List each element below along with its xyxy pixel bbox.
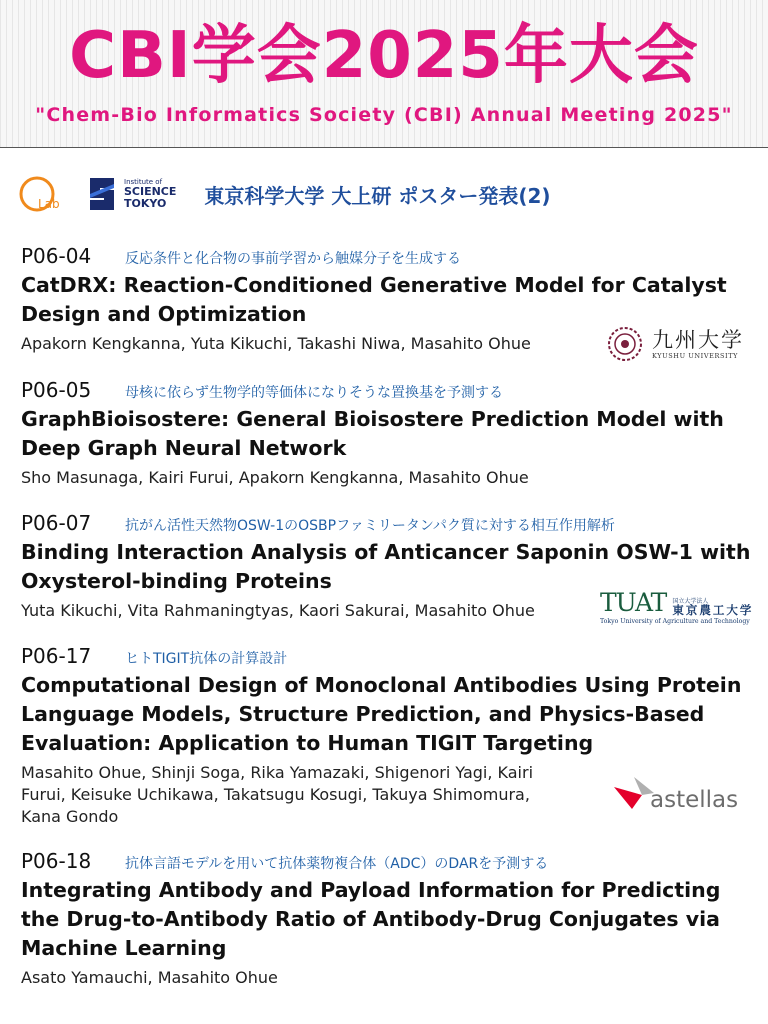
- poster-id: P06-18: [21, 849, 92, 873]
- event-title: CBI学会2025年大会: [69, 19, 699, 93]
- poster-id: P06-05: [21, 378, 92, 402]
- tuat-small-text: 国立大学法人: [672, 597, 709, 605]
- kyushu-name-en: KYUSHU UNIVERSITY: [652, 352, 739, 360]
- poster-title: Integrating Antibody and Payload Information for Predicting the Drug-to-Antibody Ratio of Antibody-Drug Conjugates via Machine Learning: [21, 878, 721, 960]
- science-tokyo-line2: TOKYO: [124, 196, 167, 210]
- kyushu-university-logo: [606, 323, 754, 365]
- poster-authors: Masahito Ohue, Shinji Soga, Rika Yamazaki, Shigenori Yagi, Kairi Furui, Keisuke Uchikawa, Takatsugu Kosugi, Takuya Shimomura, Kana Gondo: [21, 763, 534, 826]
- poster-title: Computational Design of Monoclonal Antibodies Using Protein Language Models, Structure Prediction, and Physics-Based Evaluation: Application to Human TIGIT Targeting: [21, 673, 742, 755]
- poster-authors: Apakorn Kengkanna, Yuta Kikuchi, Takashi Niwa, Masahito Ohue: [21, 334, 531, 353]
- event-banner: [0, 0, 768, 148]
- tuat-logo: [600, 590, 760, 630]
- kyushu-emblem-icon: [606, 325, 644, 363]
- poster-authors: Sho Masunaga, Kairi Furui, Apakorn Kengkanna, Masahito Ohue: [21, 468, 529, 487]
- tuat-name-en: Tokyo University of Agriculture and Technology: [600, 618, 750, 625]
- poster-authors: Asato Yamauchi, Masahito Ohue: [21, 968, 278, 987]
- lab-title: 東京科学大学 大上研 ポスター発表(2): [204, 183, 551, 208]
- lab-header: [16, 170, 752, 218]
- poster-title: CatDRX: Reaction-Conditioned Generative Model for Catalyst Design and Optimization: [21, 273, 727, 326]
- poster-jp-title: 抗がん活性天然物OSW-1のOSBPファミリータンパク質に対する相互作用解析: [125, 518, 615, 534]
- poster-authors: Yuta Kikuchi, Vita Rahmaningtyas, Kaori Sakurai, Masahito Ohue: [21, 601, 535, 620]
- poster-jp-title: 反応条件と化合物の事前学習から触媒分子を生成する: [125, 251, 461, 267]
- science-tokyo-line1: SCIENCE: [124, 184, 177, 198]
- svg-text:Lab: Lab: [38, 197, 60, 211]
- science-tokyo-small-text: Institute of: [124, 177, 163, 186]
- tuat-name-jp: 東京農工大学: [672, 602, 754, 617]
- poster-title: GraphBioisostere: General Bioisostere Prediction Model with Deep Graph Neural Network: [21, 407, 724, 460]
- poster-id: P06-17: [21, 644, 92, 668]
- science-tokyo-mark-icon: [86, 174, 118, 214]
- event-subtitle: "Chem-Bio Informatics Society (CBI) Annual Meeting 2025": [35, 104, 733, 126]
- poster-jp-title: 抗体言語モデルを用いて抗体薬物複合体（ADC）のDARを予測する: [125, 856, 549, 872]
- poster-jp-title: ヒトTIGIT抗体の計算設計: [125, 651, 288, 667]
- poster-entry: [21, 849, 751, 989]
- olab-logo-icon: [16, 172, 72, 216]
- science-tokyo-logo: [86, 174, 176, 214]
- poster-id: P06-07: [21, 511, 92, 535]
- poster-title: Binding Interaction Analysis of Anticancer Saponin OSW-1 with Oxysterol-binding Proteins: [21, 540, 751, 593]
- poster-jp-title: 母核に依らず生物学的等価体になりそうな置換基を予測する: [125, 385, 503, 401]
- poster-id: P06-04: [21, 244, 92, 268]
- astellas-logo: [612, 770, 762, 816]
- astellas-wordmark: astellas: [650, 787, 739, 813]
- poster-entry: [21, 378, 751, 489]
- kyushu-name-jp: 九州大学: [652, 328, 744, 352]
- tuat-mark: TUAT: [600, 588, 667, 617]
